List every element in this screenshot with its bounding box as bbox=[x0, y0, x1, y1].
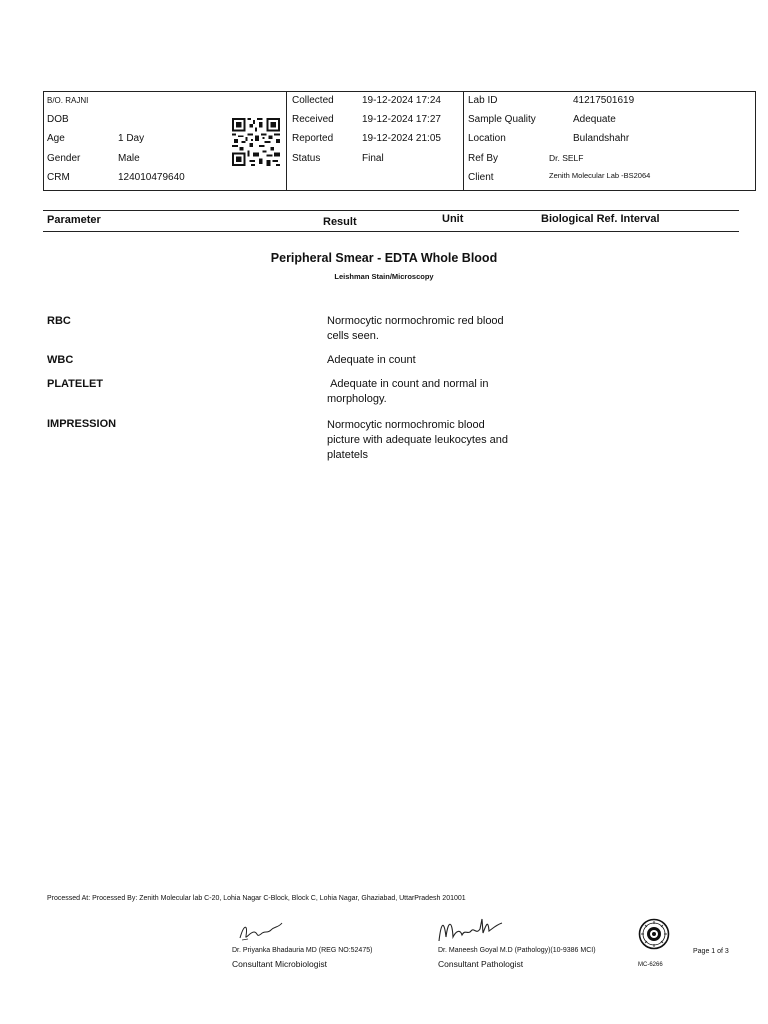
accreditation-seal-icon bbox=[638, 918, 670, 950]
result-rbc: Normocytic normochromic red blood cells seen. bbox=[327, 315, 504, 342]
gender-label: Gender bbox=[47, 153, 81, 164]
param-impression: IMPRESSION bbox=[47, 418, 117, 430]
test-method: Leishman Stain/Microscopy bbox=[334, 272, 434, 281]
page-number: Page 1 of 3 bbox=[693, 948, 729, 955]
client-label: Client bbox=[468, 172, 494, 183]
status-value: Final bbox=[362, 153, 384, 164]
param-wbc: WBC bbox=[47, 354, 74, 366]
collected-value: 19-12-2024 17:24 bbox=[362, 95, 441, 106]
signatory-1-name: Dr. Priyanka Bhadauria MD (REG NO:52475) bbox=[232, 947, 373, 954]
collected-label: Collected bbox=[292, 95, 334, 106]
received-label: Received bbox=[292, 114, 334, 125]
result-impression: Normocytic normochromic blood picture with adequate leukocytes and platetels bbox=[327, 419, 509, 461]
qr-code-icon bbox=[232, 118, 280, 166]
reported-label: Reported bbox=[292, 133, 334, 144]
signatory-1-role: Consultant Microbiologist bbox=[232, 959, 327, 969]
client-value: Zenith Molecular Lab -BS2064 bbox=[549, 171, 651, 180]
ref-interval-column-header: Biological Ref. Interval bbox=[541, 213, 660, 225]
param-rbc: RBC bbox=[47, 315, 71, 327]
reported-value: 19-12-2024 21:05 bbox=[362, 133, 441, 144]
result-column-header: Result bbox=[323, 216, 357, 228]
dob-label: DOB bbox=[47, 114, 69, 125]
ref-by-label: Ref By bbox=[468, 153, 499, 164]
location-label: Location bbox=[468, 133, 506, 144]
age-value: 1 Day bbox=[118, 133, 145, 144]
ref-by-value: Dr. SELF bbox=[549, 153, 584, 163]
signatory-2-name: Dr. Maneesh Goyal M.D (Pathology)(10-9386 MCI) bbox=[438, 947, 596, 954]
sample-quality-value: Adequate bbox=[573, 114, 616, 125]
age-label: Age bbox=[47, 133, 65, 144]
table-header-top-rule bbox=[43, 210, 739, 211]
table-header-bottom-rule bbox=[43, 231, 739, 232]
header-divider bbox=[463, 92, 464, 190]
lab-id-label: Lab ID bbox=[468, 95, 498, 106]
processed-at-text: Processed At: Processed By: Zenith Molecular lab C-20, Lohia Nagar C-Block, Block C, Lohia Nagar, Ghaziabad, UttarPradesh 201001 bbox=[47, 895, 466, 902]
param-platelet: PLATELET bbox=[47, 378, 104, 390]
result-platelet: Adequate in count and normal in morphology. bbox=[327, 378, 492, 405]
seal-code: MC-6266 bbox=[638, 962, 663, 968]
unit-column-header: Unit bbox=[442, 213, 464, 225]
lab-id-value: 41217501619 bbox=[573, 95, 635, 106]
crm-value: 124010479640 bbox=[118, 172, 185, 183]
signatory-2-role: Consultant Pathologist bbox=[438, 959, 524, 969]
result-wbc: Adequate in count bbox=[327, 354, 416, 366]
parameter-column-header: Parameter bbox=[47, 214, 101, 226]
status-label: Status bbox=[292, 153, 321, 164]
received-value: 19-12-2024 17:27 bbox=[362, 114, 441, 125]
location-value: Bulandshahr bbox=[573, 133, 630, 144]
sample-quality-label: Sample Quality bbox=[468, 114, 536, 125]
signature-1-icon bbox=[236, 918, 286, 944]
crm-label: CRM bbox=[47, 172, 70, 183]
signature-2-icon bbox=[436, 913, 508, 945]
header-divider bbox=[286, 92, 287, 190]
patient-name: B/O. RAJNI bbox=[47, 96, 89, 105]
gender-value: Male bbox=[118, 153, 140, 164]
test-title: Peripheral Smear - EDTA Whole Blood bbox=[270, 251, 498, 265]
